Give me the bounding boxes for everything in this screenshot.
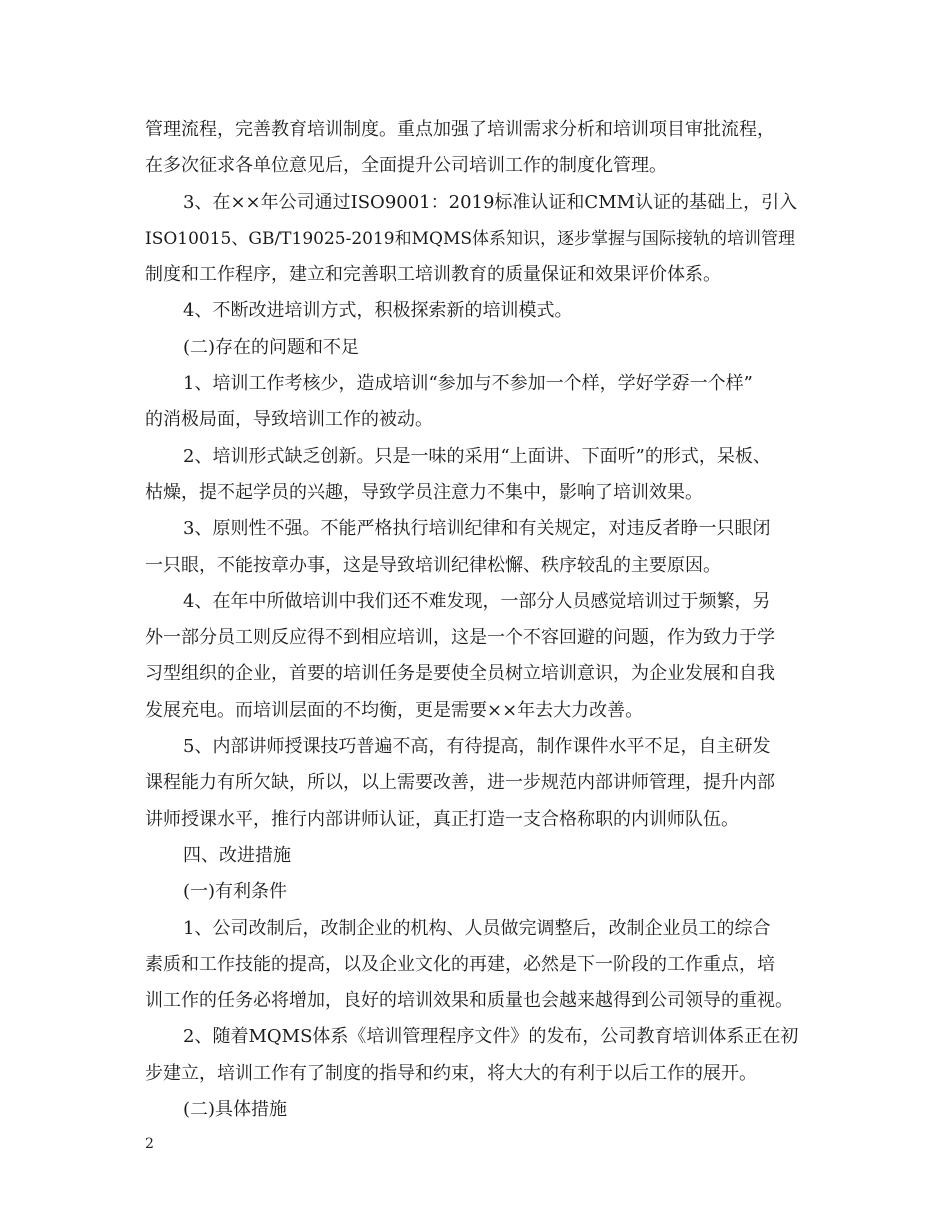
- text-line: 1、培训工作考核少，造成培训“参加与不参加一个样，学好学孬一个样”: [183, 373, 753, 395]
- text-line: 训工作的任务必将增加，良好的培训效果和质量也会越来越得到公司领导的重视。: [145, 990, 793, 1012]
- body-text: [145, 112, 810, 1128]
- text-line: 步建立，培训工作有了制度的指导和约束，将大大的有利于以后工作的展开。: [145, 1062, 757, 1084]
- text-line: 3、在××年公司通过ISO9001：2019标准认证和CMM认证的基础上，引入: [183, 191, 798, 213]
- text-line: 2、培训形式缺乏创新。只是一味的采用“上面讲、下面听”的形式，呆板、: [183, 445, 771, 467]
- text-line: (二)具体措施: [183, 1099, 288, 1121]
- text-line: (二)存在的问题和不足: [183, 336, 360, 358]
- text-line: 一只眼，不能按章办事，这是导致培训纪律松懈、秩序较乱的主要原因。: [145, 554, 721, 576]
- text-line: ISO10015、GB/T19025-2019和MQMS体系知识，逐步掌握与国际接轨的培训管理: [145, 228, 795, 249]
- text-line: 3、原则性不强。不能严格执行培训纪律和有关规定，对违反者睁一只眼闭: [183, 518, 771, 540]
- text-line: 枯燥，提不起学员的兴趣，导致学员注意力不集中，影响了培训效果。: [145, 481, 703, 503]
- text-line: 课程能力有所欠缺，所以，以上需要改善，进一步规范内部讲师管理，提升内部: [145, 772, 775, 794]
- text-line: 在多次征求各单位意见后，全面提升公司培训工作的制度化管理。: [145, 155, 667, 177]
- text-line: 发展充电。而培训层面的不均衡，更是需要××年去大力改善。: [145, 699, 644, 721]
- text-line: 讲师授课水平，推行内部讲师认证，真正打造一支合格称职的内训师队伍。: [145, 808, 739, 830]
- text-line: 的消极局面，导致培训工作的被动。: [145, 409, 433, 431]
- text-line: 四、改进措施: [183, 844, 291, 866]
- text-line: 外一部分员工则反应得不到相应培训，这是一个不容回避的问题，作为致力于学: [145, 627, 775, 649]
- text-line: 2、随着MQMS体系《培训管理程序文件》的发布，公司教育培训体系正在初: [183, 1026, 799, 1048]
- text-line: 1、公司改制后，改制企业的机构、人员做完调整后，改制企业员工的综合: [183, 917, 771, 939]
- text-line: 5、内部讲师授课技巧普遍不高，有待提高，制作课件水平不足，自主研发: [183, 736, 771, 758]
- text-line: 4、在年中所做培训中我们还不难发现，一部分人员感觉培训过于频繁，另: [183, 590, 771, 612]
- text-line: (一)有利条件: [183, 881, 288, 903]
- text-line: 制度和工作程序，建立和完善职工培训教育的质量保证和效果评价体系。: [145, 264, 721, 286]
- page-number: 2: [145, 1136, 154, 1152]
- text-line: 素质和工作技能的提高，以及企业文化的再建，必然是下一阶段的工作重点，培: [145, 953, 775, 975]
- text-line: 4、不断改进培训方式，积极探索新的培训模式。: [183, 300, 573, 322]
- text-line: 习型组织的企业，首要的培训任务是要使全员树立培训意识，为企业发展和自我: [145, 663, 775, 685]
- text-line: 管理流程，完善教育培训制度。重点加强了培训需求分析和培训项目审批流程，: [145, 119, 775, 140]
